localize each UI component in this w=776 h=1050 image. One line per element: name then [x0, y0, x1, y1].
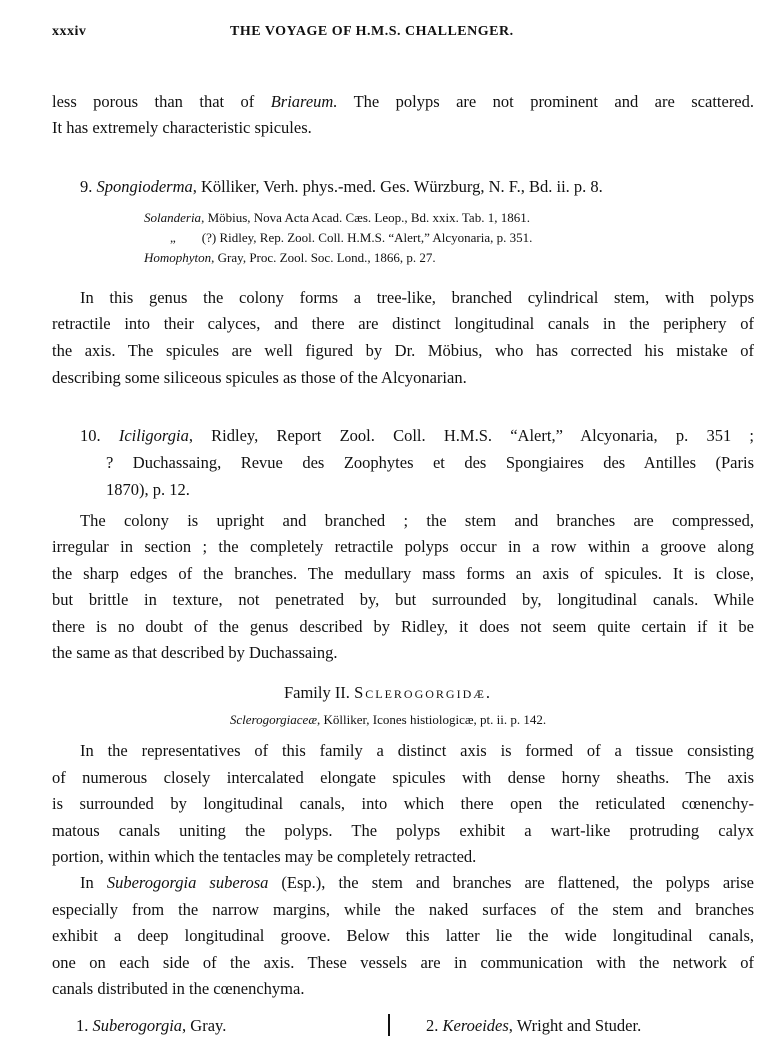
paragraph-line: exhibit a deep longitudinal groove. Below this latter lie the wide longitudinal canals,	[52, 926, 754, 945]
paragraph-line: It has extremely characteristic spicules.	[52, 118, 312, 137]
paragraph-line: the sharp edges of the branches. The medullary mass forms an axis of spicules. It is close,	[52, 564, 754, 583]
genus-10-heading: ? Duchassaing, Revue des Zoophytes et des Spongiaires des Antilles (Paris	[106, 453, 754, 472]
genus-9-heading: 9. Spongioderma, Kölliker, Verh. phys.-med. Ges. Würzburg, N. F., Bd. ii. p. 8.	[80, 177, 603, 196]
paragraph-line: less porous than that of Briareum. The polyps are not prominent and are scattered.	[52, 92, 755, 111]
paragraph-line: In this genus the colony forms a tree-like, branched cylindrical stem, with polyps	[80, 288, 754, 307]
paragraph-line: retractile into their calyces, and there are distinct longitudinal canals in the periphery of	[52, 314, 754, 333]
genus-2: 2. Keroeides, Wright and Studer.	[426, 1016, 642, 1035]
running-title: THE VOYAGE OF H.M.S. CHALLENGER.	[230, 24, 514, 39]
paragraph-line: irregular in section ; the completely retractile polyps occur in a row within a groove along	[52, 537, 754, 556]
paragraph-line: The colony is upright and branched ; the stem and branches are compressed,	[80, 511, 754, 530]
synonym: Solanderia, Möbius, Nova Acta Acad. Cæs. Leop., Bd. xxix. Tab. 1, 1861.	[144, 210, 530, 225]
page-number: xxxiv	[52, 24, 87, 39]
synonym: „ (?) Ridley, Rep. Zool. Coll. H.M.S. “Alert,” Alcyonaria, p. 351.	[170, 230, 533, 245]
paragraph-line: describing some siliceous spicules as those of the Alcyonarian.	[52, 368, 467, 387]
paragraph-line: In Suberogorgia suberosa (Esp.), the stem and branches are flattened, the polyps arise	[80, 873, 754, 892]
paragraph-line: portion, within which the tentacles may be completely retracted.	[52, 847, 477, 866]
genus-10-heading: 10. Iciligorgia, Ridley, Report Zool. Coll. H.M.S. “Alert,” Alcyonaria, p. 351 ;	[80, 426, 755, 445]
paragraph-line: the axis. The spicules are well figured by Dr. Möbius, who has corrected his mistake of	[52, 341, 754, 360]
paragraph-line: but brittle in texture, not penetrated by, but surrounded by, longitudinal canals. While	[52, 590, 754, 609]
column-divider	[388, 1014, 390, 1036]
paragraph-line: In the representatives of this family a distinct axis is formed of a tissue consisting	[80, 741, 754, 760]
paragraph-line: matous canals uniting the polyps. The polyps exhibit a wart-like protruding calyx	[52, 821, 754, 840]
paragraph-line: there is no doubt of the genus described by Ridley, it does not seem quite certain if it be	[52, 617, 754, 636]
genus-10-heading: 1870), p. 12.	[106, 480, 190, 499]
paragraph-line: one on each side of the axis. These vessels are in communication with the network of	[52, 953, 754, 972]
paragraph-line: of numerous closely intercalated elongate spicules with dense horny sheaths. The axis	[52, 768, 754, 787]
genus-1: 1. Suberogorgia, Gray.	[76, 1016, 227, 1035]
running-header	[52, 22, 754, 42]
family-heading: Family II. Sclerogorgidæ.	[283, 683, 493, 702]
paragraph-line: the same as that described by Duchassaing.	[52, 643, 338, 662]
synonym: Homophyton, Gray, Proc. Zool. Soc. Lond., 1866, p. 27.	[144, 250, 436, 265]
paragraph-line: especially from the narrow margins, while the naked surfaces of the stem and branches	[52, 900, 754, 919]
paragraph-line: is surrounded by longitudinal canals, into which there open the reticulated cœnenchy-	[52, 794, 754, 813]
family-citation: Sclerogorgiaceæ, Kölliker, Icones histiologicæ, pt. ii. p. 142.	[229, 712, 547, 727]
paragraph-line: canals distributed in the cœnenchyma.	[52, 979, 305, 998]
